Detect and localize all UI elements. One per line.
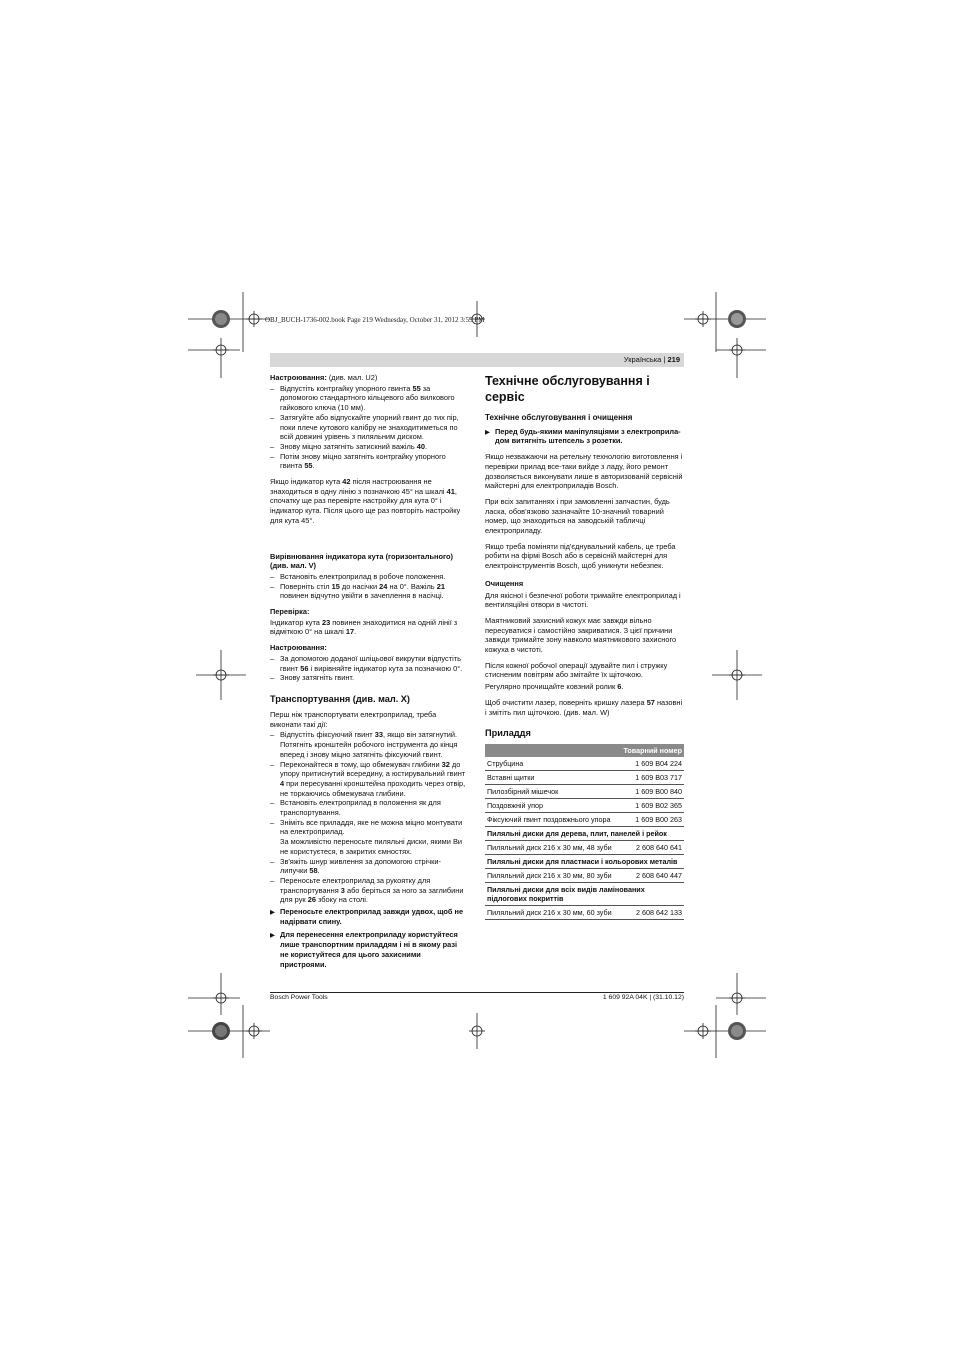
print-info-line: OBJ_BUCH-1736-002.book Page 219 Wednesday, October 31, 2012 3:55 PM (265, 316, 485, 324)
cleaning-paragraph: Маятниковий захисний кожух має завжди вільно пересуватися і самостійно закриватися. З цієї причини завжди тримайте зону навколо маятникового захисного кожуха в чистоті. (485, 615, 677, 655)
table-group-row: Пиляльні диски для пластмаси і кольорових металів (485, 855, 684, 869)
table-row: Струбцина 1 609 B04 224 (485, 757, 684, 771)
list-item: – За допомогою доданої шліцьової викрутки відпустіть гвинт 56 і вирівняйте індикатор кута за позначкою 0°. (270, 653, 463, 673)
service-paragraph: При всіх запитаннях і при замовленні запчастин, будь ласка, обов'язково зазначайте 10-значний товарний номер, що знаходиться на заводській табличці електроприладу. (485, 496, 670, 536)
roller-paragraph: Регулярно прочищайте ковзний ролик 6. (485, 682, 624, 692)
accessories-table (485, 744, 684, 920)
table-row: Пилозбірний мішечок 1 609 B00 840 (485, 785, 684, 799)
check-paragraph: Індикатор кута 23 повинен знаходитися на одній лінії з відміткою 0° на шкалі 17. (270, 617, 458, 637)
footer-rule (270, 992, 684, 993)
list-item: – Зніміть все приладдя, яке не можна міцно монтувати на електроприлад. За можливістю переносьте пиляльні диски, якими Ви не користуєтеся, в закритих ємностях. (270, 817, 463, 856)
list-item: – Затягуйте або відпускайте упорний гвинт до тих пір, поки плече кутового калібру не знаходитиметься по всій довжині урівень з пиляльним диском. (270, 412, 459, 442)
table-row: Вставні щитки 1 609 B03 717 (485, 771, 684, 785)
list-item: – Відпустіть контргайку упорного гвинта 55 за допомогою стандартного кільцевого або вилкового гайкового ключа (10 мм). (270, 383, 455, 413)
adjust-steps (270, 384, 467, 471)
table-row: Пиляльний диск 216 x 30 мм, 48 зуби 2 608 640 641 (485, 841, 684, 855)
table-group-row: Пиляльні диски для дерева, плит, панелей і рейок (485, 827, 684, 841)
running-header (270, 353, 684, 367)
list-item: – Встановіть електроприлад в робоче положення. (270, 571, 446, 581)
arrow-icon: ▶ (270, 932, 275, 940)
table-row: Поздовжній упор 1 609 B02 365 (485, 799, 684, 813)
transport-intro: Перш ніж транспортувати електроприлад, треба виконати такі дії: (270, 709, 437, 729)
table-header-row (485, 744, 684, 757)
check-heading: Перевірка: (270, 607, 310, 617)
column-header: Товарний номер (485, 744, 684, 757)
transport-warnings (270, 907, 467, 969)
service-heading: Технічне обслуговування і сервіс (485, 374, 650, 404)
warning-item: ▶ Переносьте електроприлад завжди удвох, щоб не надірвати спину. (270, 907, 464, 926)
adjust-ref: (див. мал. U2) (326, 373, 378, 382)
header-text (624, 353, 684, 367)
adjust-title: Настроювання: (270, 373, 327, 382)
arrow-icon: ▶ (485, 428, 490, 436)
header-separator: | (661, 355, 668, 364)
service-paragraph: Якщо незважаючи на ретельну технологію виготовлення і перевірки прилад все-таки вийде з ладу, його ремонт дозволяється виконувати лише в авторизованій сервісній майстерні для електроприладів Bosch. (485, 452, 683, 491)
table-group-row: Пиляльні диски для всіх видів ламінованих підлогових покриттів (485, 883, 684, 906)
transport-note: За можливістю переносьте пиляльні диски, якими Ви не користуєтеся, в закритих ємностях. (280, 837, 462, 856)
align-heading: Вирівнювання індикатора кута (горизонтального) (див. мал. V) (270, 551, 453, 571)
table-row: Пиляльний диск 216 x 30 мм, 80 зуби 2 608 640 447 (485, 869, 684, 883)
page-number: 219 (667, 355, 680, 364)
adjust-heading (270, 373, 467, 383)
list-item: – Потім знову міцно затягніть контргайку упорного гвинта 55. (270, 451, 446, 471)
cleaning-heading: Очищення (485, 578, 524, 588)
list-item: – Знову міцно затягніть затискний важіль 40. (270, 441, 428, 451)
angle-indicator-paragraph: Якщо індикатор кута 42 після настроювання не знаходиться в одну лінію з позначкою 45° на шкалі 41, спочатку ще раз перевірте настройку для кута 0° і індикатор кута. Після цього ще раз повторіть настройку для кута 45°. (270, 477, 461, 525)
maintenance-heading: Технічне обслуговування і очищення (485, 413, 633, 422)
table-row: Фіксуючий гвинт поздовжнього упора 1 609 B00 263 (485, 813, 684, 827)
arrow-icon: ▶ (270, 909, 275, 917)
laser-paragraph: Щоб очистити лазер, поверніть кришку лазера 57 назовні і змітіть пил щіточкою. (див. мал. W) (485, 697, 683, 717)
right-column (485, 373, 684, 920)
cleaning-paragraph: Після кожної робочої операції здувайте пил і стружку стисненим повітрям або змітайте їх щіточкою. (485, 660, 668, 680)
accessories-heading: Приладдя (485, 728, 531, 739)
table-row: Пиляльний диск 216 x 30 мм, 60 зуби 2 608 642 133 (485, 906, 684, 920)
cleaning-paragraph: Для якісної і безпечної роботи тримайте електроприлад і вентиляційні отвори в чистоті. (485, 590, 681, 610)
header-language: Українська (623, 355, 662, 364)
align-steps (270, 572, 467, 601)
service-paragraph: Якщо треба поміняти під'єднувальний кабель, це треба робити на фірмі Bosch або в сервісній майстерні для електроінструментів Bosch, щоб уникнути небезпек. (485, 541, 676, 571)
warning-item: ▶ Перед будь-якими маніпуляціями з електроприла-дом витягніть штепсель з розетки. (485, 426, 681, 446)
list-item: – Відпустіть фіксуючий гвинт 33, якщо він затягнутий. Потягніть кронштейн робочого інструмента до кінця вперед і знову міцно затягніть фіксуючий гвинт. (270, 730, 458, 759)
maintenance-warning-list (485, 427, 684, 446)
align-adjust-steps (270, 654, 467, 683)
list-item: – Зв'яжіть шнур живлення за допомогою стрічки-липучки 58. (270, 856, 441, 876)
transport-steps (270, 730, 467, 905)
left-column (270, 373, 467, 975)
list-item: – Переконайтеся в тому, що обмежувач глибини 32 до упору притиснутий всередину, а юстирувальний гвинт 4 при пересуванні кронштейна проходить через отвір, не торкаючись обмежувача глибини. (270, 759, 466, 798)
list-item: – Переносьте електроприлад за рукоятку для транспортування 3 або беріться за ного за заглибини для рук 26 збоку на столі. (270, 875, 464, 905)
transport-heading: Транспортування (див. мал. X) (270, 693, 410, 704)
align-adjust-heading: Настроювання: (270, 643, 327, 653)
list-item: – Встановіть електроприлад в положення як для транспортування. (270, 798, 441, 818)
list-item: – Знову затягніть гвинт. (270, 673, 355, 683)
footer-brand: Bosch Power Tools (270, 994, 328, 1001)
footer-doc-number: 1 609 92A 04K | (31.10.12) (602, 994, 684, 1001)
warning-item: ▶ Для перенесення електроприладу користуйтеся лише транспортним приладдям і ні в якому разі не користуйтеся для цього захисними пристроями. (270, 930, 458, 969)
list-item: – Поверніть стіл 15 до насічки 24 на 0°. Важіль 21 повинен відчутно увійти в зачеплення в насічці. (270, 581, 445, 601)
